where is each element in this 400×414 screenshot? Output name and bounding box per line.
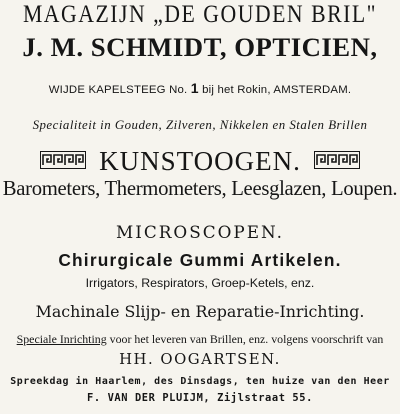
greek-key-ornament-icon [314, 151, 360, 173]
address-location: bij het Rokin, AMSTERDAM. [202, 84, 352, 96]
speciale-rest: voor het leveren van Brillen, enz. volgens voorschrift van [109, 332, 384, 346]
kunstoogen-row [0, 146, 400, 176]
owner-name: J. M. SCHMIDT, OPTICIEN, [22, 32, 378, 62]
irrigators-line: Irrigators, Respirators, Groep-Ketels, enz. [85, 276, 315, 290]
instruments-line: Barometers, Thermometers, Leesglazen, Loupen. [2, 178, 398, 200]
speciality-line: Specialiteit in Gouden, Zilveren, Nikkelen en Stalen Brillen [32, 118, 368, 132]
spreekdag-line: Spreekdag in Haarlem, des Dinsdags, ten huize van den Heer [10, 376, 390, 387]
speciale-underlined: Speciale Inrichting [16, 332, 107, 346]
shop-name: MAGAZIJN „DE GOUDEN BRIL" [22, 0, 378, 28]
speciale-line [0, 332, 400, 347]
chirurgicale-line: Chirurgicale Gummi Artikelen. [58, 250, 342, 270]
microscopen-line: MICROSCOPEN. [115, 222, 285, 242]
greek-key-ornament-icon [40, 151, 86, 173]
pluijm-line: F. VAN DER PLUIJM, Zijlstraat 55. [87, 392, 313, 404]
address-number: 1 [190, 80, 199, 96]
oogartsen-line: HH. OOGARTSEN. [119, 350, 281, 368]
address [0, 80, 400, 96]
address-street: WIJDE KAPELSTEEG No. [48, 84, 188, 96]
machinale-line: Machinale Slijp- en Reparatie-Inrichting. [35, 302, 365, 321]
kunstoogen-heading: KUNSTOOGEN. [99, 146, 301, 176]
